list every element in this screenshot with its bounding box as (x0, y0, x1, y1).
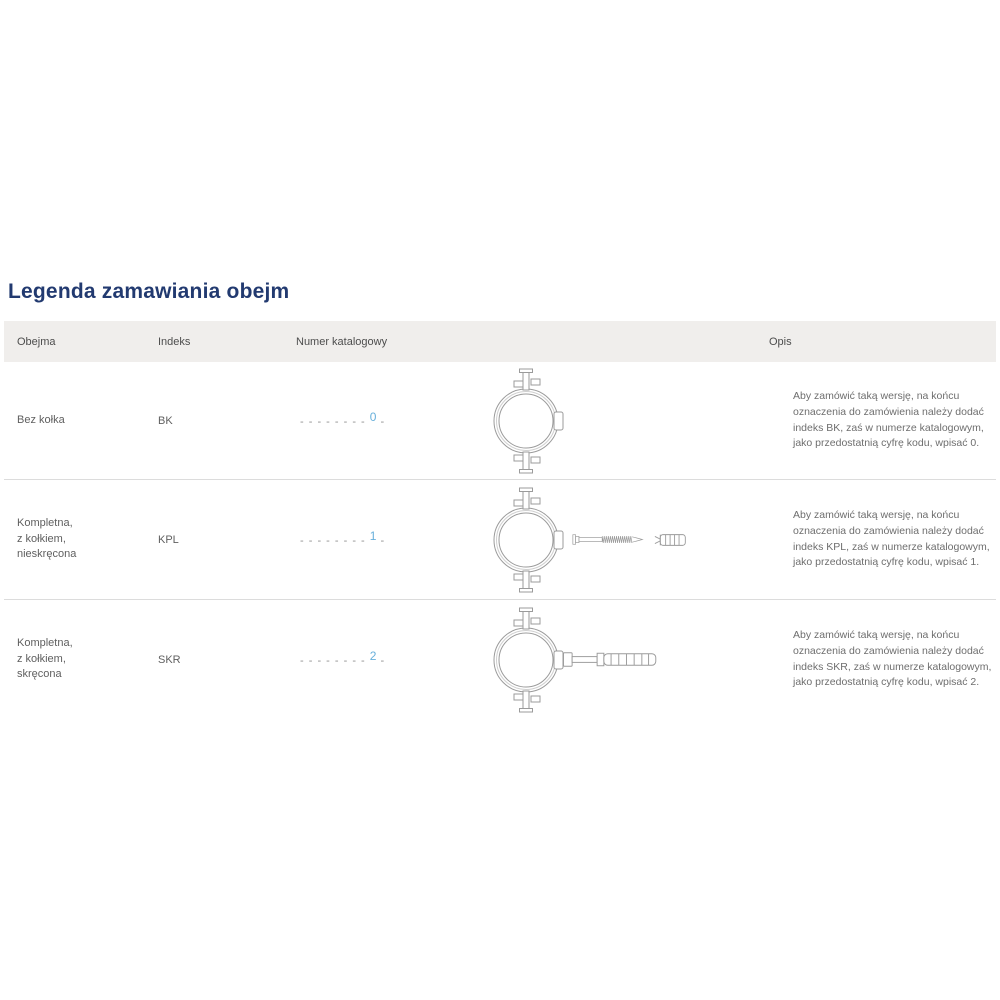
indeks-cell: KPL (158, 533, 179, 546)
catalog-mask-after: - (380, 534, 386, 547)
catalog-digit: 2 (369, 648, 377, 663)
illustration-cell (424, 487, 769, 593)
pipe-clamp-illustration (488, 487, 564, 593)
opis-cell: Aby zamówić taką wersję, na końcu oznaczenia do zamówienia należy dodać indeks KPL, zaś w numerze katalogowym, jako przedostatnią cyfrę kodu, wpisać 1. (793, 509, 990, 569)
catalog-mask-after: - (380, 654, 386, 667)
opis-cell: Aby zamówić taką wersję, na końcu oznaczenia do zamówienia należy dodać indeks SKR, zaś w numerze katalogowym, jako przedostatnią cyfrę kodu, wpisać 2. (793, 629, 992, 689)
obejma-cell (4, 413, 158, 429)
table-row (4, 599, 996, 719)
catalog-digit: 0 (369, 409, 377, 424)
opis-cell: Aby zamówić taką wersję, na końcu oznaczenia do zamówienia należy dodać indeks BK, zaś w numerze katalogowym, jako przedostatnią cyfrę kodu, wpisać 0. (793, 390, 984, 450)
catalog-mask-before: - - - - - - - - (300, 415, 366, 428)
table-row (4, 479, 996, 599)
obejma-label-line: skręcona (17, 668, 62, 681)
column-header-opis: Opis (769, 335, 792, 348)
illustration-cell (424, 607, 769, 713)
obejma-label-line: z kołkiem, (17, 652, 66, 665)
catalog-number-cell (296, 648, 424, 667)
page-title: Legenda zamawiania obejm (8, 280, 290, 303)
catalog-digit: 1 (369, 528, 377, 543)
pipe-clamp-illustration (488, 368, 564, 474)
catalog-number-cell (296, 409, 424, 428)
obejma-cell (4, 516, 158, 564)
obejma-label-line: Kompletna, (17, 516, 73, 529)
indeks-cell: SKR (158, 653, 181, 666)
catalog-mask-before: - - - - - - - - (300, 654, 366, 667)
screwed-wall-plug-assembly-illustration (562, 647, 664, 672)
obejma-label-line: z kołkiem, (17, 532, 66, 545)
obejma-label: Bez kołka (17, 413, 65, 426)
obejma-label-line: nieskręcona (17, 548, 77, 561)
catalog-mask-after: - (380, 415, 386, 428)
illustration-cell (424, 368, 769, 474)
obejma-cell (4, 636, 158, 684)
hanger-screw-illustration (572, 532, 646, 547)
catalog-mask-before: - - - - - - - - (300, 534, 366, 547)
obejma-label-line: Kompletna, (17, 636, 73, 649)
table-row (4, 362, 996, 479)
pipe-clamp-illustration (488, 607, 564, 713)
legend-table (4, 321, 996, 719)
indeks-cell: BK (158, 414, 173, 427)
column-header-indeks: Indeks (158, 335, 191, 348)
column-header-numer-katalogowy: Numer katalogowy (296, 335, 388, 348)
catalog-number-cell (296, 528, 424, 547)
column-header-obejma: Obejma (17, 335, 56, 348)
wall-plug-illustration (654, 530, 688, 550)
table-header-row (4, 321, 996, 362)
